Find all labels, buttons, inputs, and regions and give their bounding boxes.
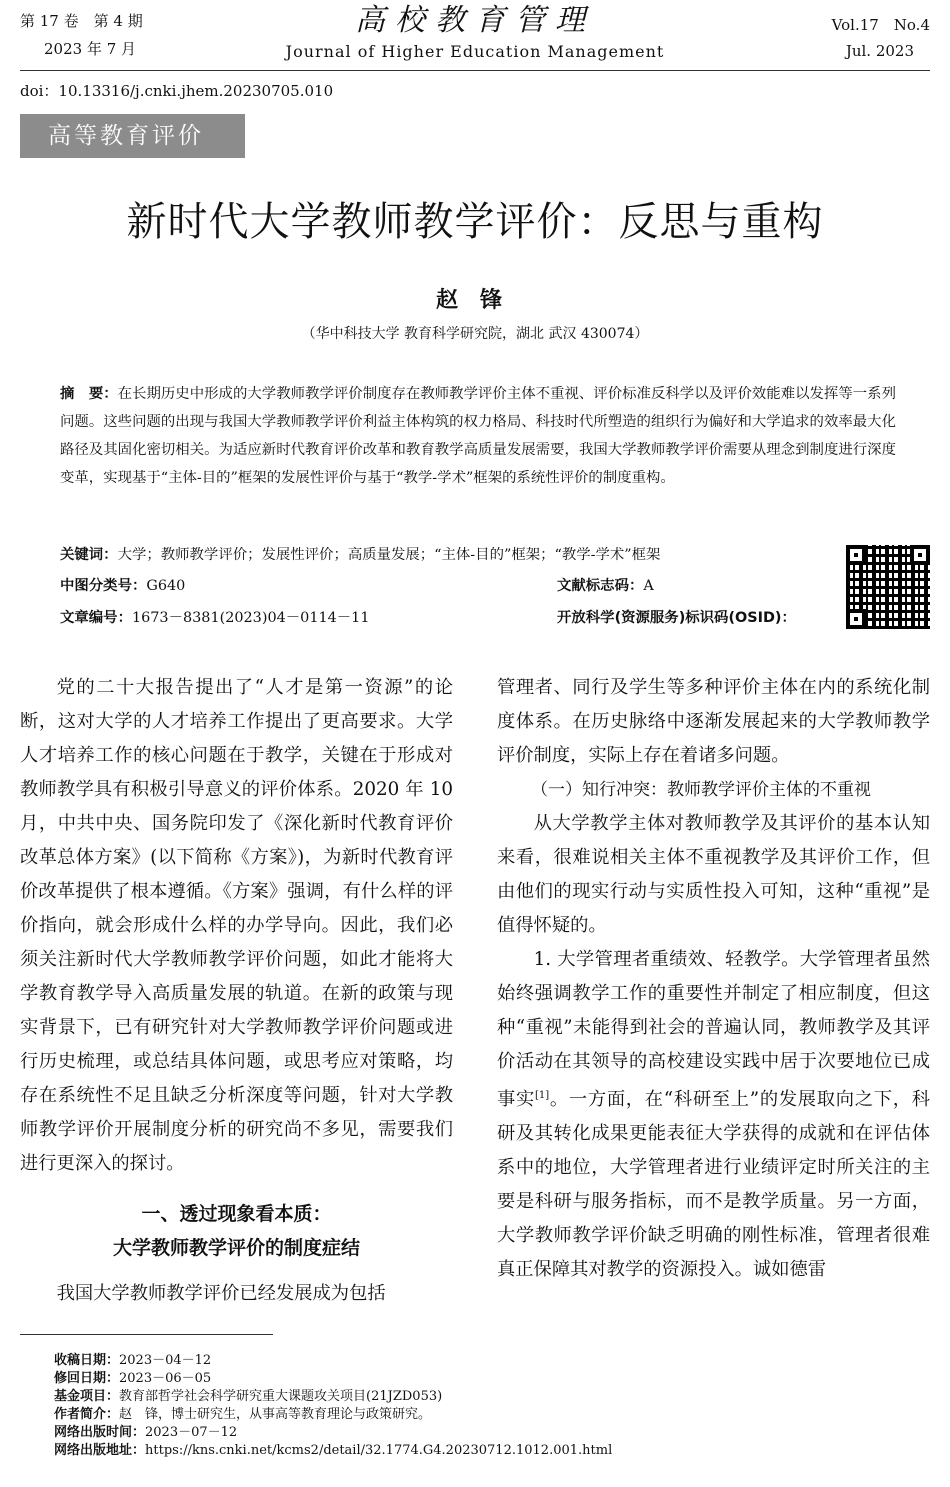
section1-paragraph: 我国大学教师教学评价已经发展成为包括 [56,1283,386,1304]
bio-label: 作者简介： [54,1407,120,1422]
fund-label: 基金项目： [54,1389,120,1404]
revised-date: 2023－06－05 [119,1371,212,1386]
right-column [497,671,930,1287]
online-url-label: 网络出版地址： [54,1443,146,1458]
right-paragraph-3 [497,943,930,1287]
fund-value: 教育部哲学社会科学研究重大课题攻关项目(21JZD053) [119,1389,443,1404]
article-number-label: 文章编号： [60,610,132,626]
abstract-text: 在长期历史中形成的大学教师教学评价制度存在教师教学评价主体不重视、评价标准反科学以及评价效能难以发挥等一系列问题。这些问题的出现与我国大学教师教学评价利益主体构筑的权力格局、科技时代所塑造的组织行为偏好和大学追求的效率最大化路径及其固化密切相关。为适应新时代教育评价改革和教育教学高质量发展需要，我国大学教师教学评价需要从理念到制度进行深度变革，实现基于“主体-目的”框架的发展性评价与基于“教学-学术”框架的系统性评价的制度重构。 [60,386,896,486]
right-paragraph-3b: 。一方面，在“科研至上”的发展取向之下，科研及其转化成果更能表征大学获得的成就和在评估体系中的地位，大学管理者进行业绩评定时所关注的主要是科研与服务指标，而不是教学质量。另一方面，大学教师教学评价缺乏明确的刚性标准，管理者很难真正保障其对教学的资源投入。诚如德雷 [497,1089,930,1281]
clc-label: 中图分类号： [60,578,147,594]
keywords-label: 关键词： [60,547,118,563]
revised-label: 修回日期： [54,1371,120,1386]
volume-issue: 第 17 卷 第 4 期 [20,12,143,30]
author: 赵锋 [435,287,524,313]
right-paragraph-1: 管理者、同行及学生等多种评价主体在内的系统化制度体系。在历史脉络中逐渐发展起来的大学教师教学评价制度，实际上存在着诸多问题。 [497,677,930,766]
date-en: Jul. 2023 [845,42,914,60]
subsection-heading: （一）知行冲突：教师教学评价主体的不重视 [531,780,871,800]
right-paragraph-3a: 1. 大学管理者重绩效、轻教学。大学管理者虽然始终强调教学工作的重要性并制定了相应制度，但这种“重视”未能得到社会的普遍认同，教师教学及其评价活动在其领导的高校建设实践中居于次要地位已成事实 [497,949,930,1111]
online-time: 2023－07－12 [145,1425,238,1440]
clc-value: G640 [146,578,186,594]
article-number [60,604,370,632]
keywords [60,541,820,569]
received-label: 收稿日期： [54,1353,120,1368]
keywords-text: 大学；教师教学评价；发展性评价；高质量发展；“主体-目的”框架；“教学-学术”框架 [117,547,661,563]
abstract-label: 摘 要： [60,386,118,402]
intro-paragraph: 党的二十大报告提出了“人才是第一资源”的论断，这对大学的人才培养工作提出了更高要求。大学人才培养工作的核心问题在于教学，关键在于形成对教师教学具有积极引导意义的评价体系。2020 年 10 月，中共中央、国务院印发了《深化新时代教育评价改革总体方案》(以下简称《方案》)，为新时代教育评价改革提供了根本遵循。《方案》强调，有什么样的评价指向，就会形成什么样的办学导向。因此，我们必须关注新时代大学教师教学评价问题，如此才能将大学教育教学导入高质量发展的轨道。在新的政策与现实背景下，已有研究针对大学教师教学评价问题或进行历史梳理，或总结具体问题，或思考应对策略，均存在系统性不足且缺乏分析深度等问题，针对大学教师教学评价开展制度分析的研究尚不多见，需要我们进行更深入的探讨。 [20,677,453,1174]
doc-code [557,572,654,600]
doc-code-label: 文献标志码： [557,578,644,594]
affiliation: （华中科技大学 教育科学研究院，湖北 武汉 430074） [301,326,649,342]
doi: doi：10.13316/j.cnki.jhem.20230705.010 [20,82,334,100]
clc [60,572,185,600]
osid-label: 开放科学(资源服务)标识码(OSID)： [557,610,796,626]
article-title: 新时代大学教师教学评价：反思与重构 [126,199,824,245]
section-tag: 高等教育评价 [20,114,245,158]
right-paragraph-2: 从大学教学主体对教师教学及其评价的基本认知来看，很难说相关主体不重视教学及其评价工作，但由他们的现实行动与实质性投入可知，这种“重视”是值得怀疑的。 [497,813,930,936]
abstract [60,380,896,492]
doc-code-value: A [643,578,654,594]
received-date: 2023－04－12 [119,1353,212,1368]
header-rule [20,70,930,71]
online-url[interactable]: https://kns.cnki.net/kcms2/detail/32.1774.G4.20230712.1012.001.html [145,1443,613,1458]
journal-title-en: Journal of Higher Education Management [285,42,665,61]
section-heading-1b: 大学教师教学评价的制度症结 [112,1237,360,1259]
article-number-value: 1673－8381(2023)04－0114－11 [131,610,370,626]
qr-code-icon [846,545,930,629]
issue-date: 2023 年 7 月 [44,40,137,58]
footnote-rule [20,1334,273,1335]
osid [557,604,796,632]
footnote [54,1352,914,1460]
left-column [20,671,453,1311]
citation-ref[interactable]: [1] [534,1090,550,1101]
section-heading-1a: 一、透过现象看本质： [141,1203,332,1225]
volume-en: Vol.17 No.4 [831,16,930,34]
online-time-label: 网络出版时间： [54,1425,146,1440]
bio-value: 赵 锋，博士研究生，从事高等教育理论与政策研究。 [119,1407,432,1422]
journal-title-cn: 高校教育管理 [355,3,595,38]
